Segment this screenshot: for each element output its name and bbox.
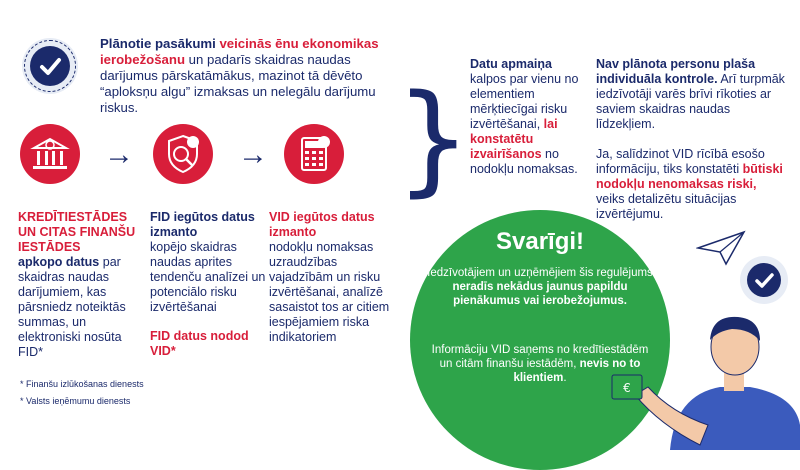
important-title: Svarīgi! bbox=[495, 228, 585, 255]
col1-title: KREDĪTIESTĀDES UN CITAS FINANŠU IESTĀDES bbox=[18, 210, 136, 254]
col2-footer: FID datus nodod VID* bbox=[150, 329, 249, 358]
bank-icon bbox=[20, 124, 80, 184]
data-exchange-text: Datu apmaiņa kalpos par vienu no elementiem mērķtiecīgai risku izvērtēšanai, lai konstatētu izvairīšanos no nodokļu nomaksas. bbox=[470, 57, 579, 176]
footnote-1: * Finanšu izlūkošanas dienests bbox=[20, 379, 144, 389]
col-fid: FID iegūtos datus izmanto kopējo skaidras naudas aprites tendenču analīzei un potenciālo risku izvērtēšanai FID datus nodod VID* bbox=[150, 210, 275, 359]
control2-text: Ja, salīdzinot VID rīcībā esošo informāciju, tiks konstatēti būtiski nodokļu nenomaksas riski, veiks detalizētu situācijas izvērtējumu. bbox=[596, 147, 783, 221]
svg-text:€: € bbox=[623, 381, 631, 395]
col-vid: VID iegūtos datus izmanto nodokļu nomaksas uzraudzības vajadzībām un risku izvērtēšanai, analīzē sasaistot tos ar citiem iespējamiem riska indikatoriem bbox=[269, 210, 399, 345]
control-text: Nav plānota personu plaša individuāla kontrole. Arī turpmāk iedzīvotāji varēs brīvi rīkoties ar saviem skaidras naudas līdzekļiem. bbox=[596, 57, 785, 131]
important-text-1: Iedzīvotājiem un uzņēmējiem šis regulējums neradīs nekādus jaunus papildu pienākumus vai ierobežojumus. bbox=[427, 267, 653, 307]
check-icon bbox=[30, 46, 70, 86]
check-icon bbox=[747, 263, 781, 297]
paper-plane-icon bbox=[696, 230, 746, 271]
calculator-icon bbox=[284, 124, 344, 184]
check-badge bbox=[22, 38, 78, 94]
footnote-2: * Valsts ieņēmumu dienests bbox=[20, 396, 131, 406]
person-illustration bbox=[600, 295, 800, 455]
arrow-right-icon: → bbox=[238, 138, 268, 171]
important-text-2: Informāciju VID saņems no kredītiestādēm un citām finanšu iestādēm, nevis no to klientiem. bbox=[431, 344, 649, 384]
brace-symbol: } bbox=[395, 70, 472, 209]
intro-text: Plānotie pasākumi veicinās ēnu ekonomikas ierobežošanu un padarīs skaidras naudas darījumus pārskatāmākus, mazinot tā dēvēto “aploksņu algu” izmaksas un nelegālu darījumu riskus. bbox=[100, 36, 379, 115]
col2-title: FID iegūtos datus izmanto bbox=[150, 210, 255, 239]
analysis-icon bbox=[153, 124, 213, 184]
col-credit-institutions: KREDĪTIESTĀDES UN CITAS FINANŠU IESTĀDES apkopo datus par skaidras naudas darījumiem, kas pārsniedz noteiktās summas, un elektroniski nosūta FID* bbox=[18, 210, 138, 360]
arrow-right-icon: → bbox=[104, 138, 134, 171]
col3-title: VID iegūtos datus izmanto bbox=[269, 210, 375, 239]
